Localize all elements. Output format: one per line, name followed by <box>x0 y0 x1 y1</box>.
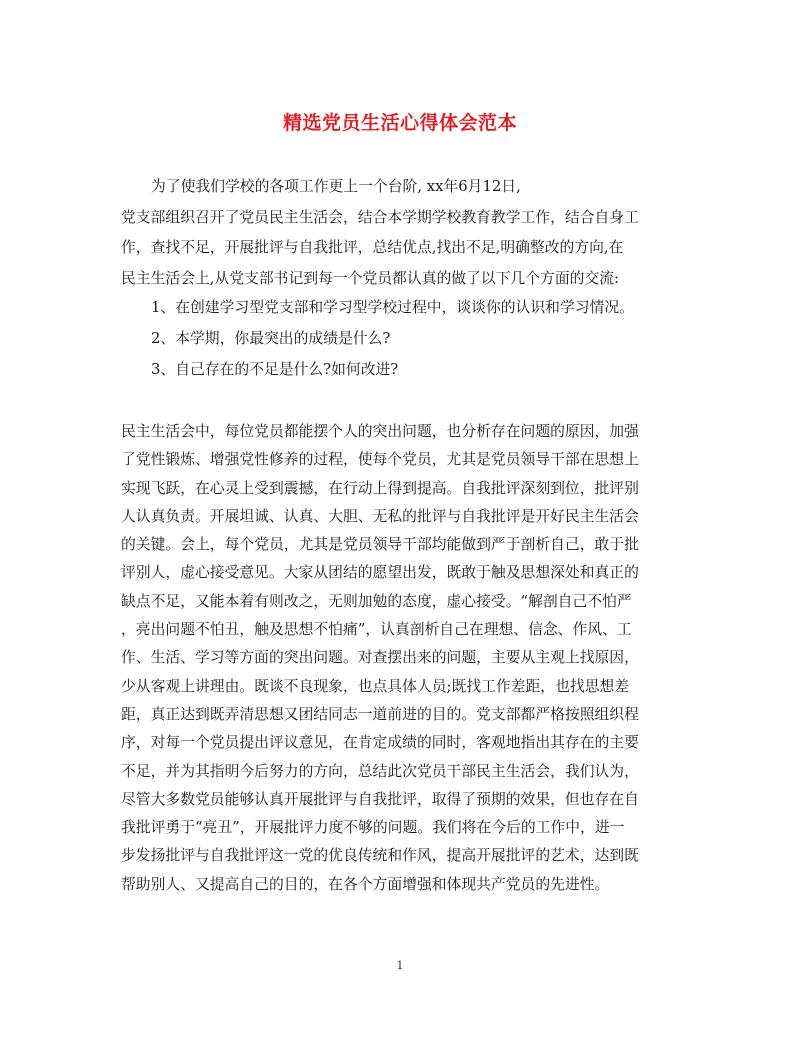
paragraph-line: 步发扬批评与自我批评这一党的优良传统和作风，提高开展批评的艺术，达到既 <box>121 847 639 865</box>
intro-line: 为了使我们学校的各项工作更上一个台阶, xx年6月12日, <box>151 178 521 195</box>
paragraph-line: 尽管大多数党员能够认真开展批评与自我批评，取得了预期的效果，但也存在自 <box>121 790 639 808</box>
intro-line: 党支部组织召开了党员民主生活会，结合本学期学校教育教学工作，结合自身工 <box>121 208 639 226</box>
intro-line: 民主生活会上,从党支部书记到每一个党员都认真的做了以下几个方面的交流: <box>121 269 619 287</box>
document-title: 精选党员生活心得体会范本 <box>282 112 517 134</box>
main-paragraph <box>121 418 681 899</box>
paragraph-line: 少从客观上讲理由。既谈不良现象，也点具体人员;既找工作差距，也找思想差 <box>121 677 630 695</box>
paragraph-line: 民主生活会中，每位党员都能摆个人的突出问题，也分析存在问题的原因，加强 <box>121 423 639 440</box>
paragraph-line: 的关键。会上，每个党员，尤其是党员领导干部均能做到严于剖析自己，敢于批 <box>121 536 639 554</box>
paragraph-line: 作、生活、学习等方面的突出问题。对查摆出来的问题，主要从主观上找原因， <box>121 649 639 667</box>
paragraph-line: 我批评勇于“亮丑”，开展批评力度不够的问题。我们将在今后的工作中，进一 <box>121 819 625 837</box>
paragraph-line: 了党性锻炼、增强党性修养的过程，使每个党员，尤其是党员领导干部在思想上 <box>121 451 639 469</box>
question-item: 3、自己存在的不足是什么?如何改进? <box>151 361 399 378</box>
paragraph-line: 实现飞跃，在心灵上受到震撼，在行动上得到提高。自我批评深刻到位，批评别 <box>121 479 639 497</box>
paragraph-line: 序，对每一个党员提出评议意见，在肯定成绩的同时，客观地指出其存在的主要 <box>121 734 639 752</box>
paragraph-line: 评别人，虚心接受意见。大家从团结的愿望出发，既敢于触及思想深处和真正的 <box>121 564 639 582</box>
paragraph-line: 距，真正达到既弄清思想又团结同志一道前进的目的。党支部都严格按照组织程 <box>121 705 639 723</box>
paragraph-line: ，亮出问题不怕丑，触及思想不怕痛”，认真剖析自己在理想、信念、作风、工 <box>121 621 632 639</box>
question-item: 1、在创建学习型党支部和学习型学校过程中，谈谈你的认识和学习情况。 <box>151 299 634 316</box>
page-number: 1 <box>396 959 404 972</box>
question-item: 2、本学期，你最突出的成绩是什么? <box>151 330 391 347</box>
question-list <box>121 292 681 385</box>
paragraph-line: 帮助别人、又提高自己的目的，在各个方面增强和体现共产党员的先进性。 <box>121 875 610 893</box>
intro-line: 作，查找不足，开展批评与自我批评，总结优点,找出不足,明确整改的方向,在 <box>121 239 624 256</box>
paragraph-line: 不足，并为其指明今后努力的方向，总结此次党员干部民主生活会，我们认为， <box>121 762 639 780</box>
paragraph-line: 人认真负责。开展坦诚、认真、大胆、无私的批评与自我批评是开好民主生活会 <box>121 507 639 525</box>
intro-paragraph <box>121 172 681 294</box>
paragraph-line: 缺点不足，又能本着有则改之，无则加勉的态度，虚心接受。“解剖自己不怕严 <box>121 592 632 610</box>
